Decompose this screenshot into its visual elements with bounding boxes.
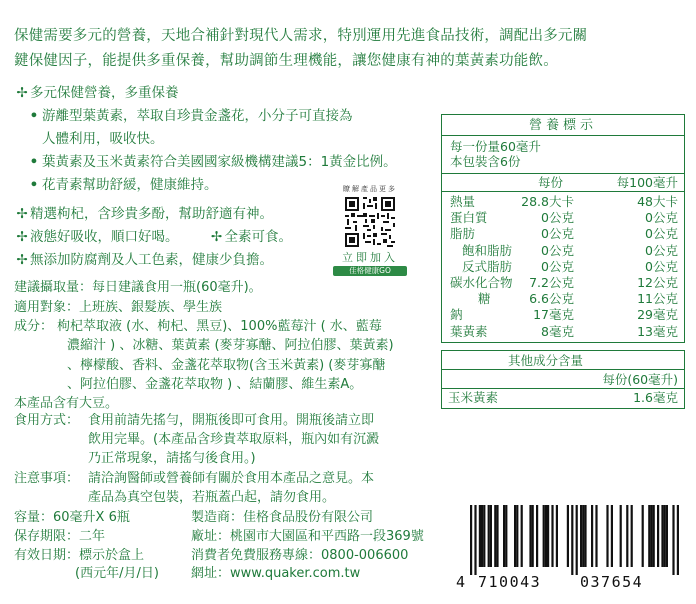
other-content-value: 1.6毫克 [633,390,678,405]
nutrient-per-100ml: 0公克 [645,226,678,242]
serving-info [442,136,684,174]
nutrient-per-100ml: 29毫克 [637,307,678,323]
expiry-format: (西元年/月/日) [75,566,159,581]
barcode-first-digit: 4 [456,573,467,591]
nutrient-per-100ml: 48大卡 [637,194,678,209]
feature-item: ✢ 精選枸杞，含珍貴多酚，幫助舒適有神。 [14,203,397,226]
barcode-bar [666,505,668,567]
barcode-bar [514,505,516,567]
nutrient-name: 脂肪 [450,226,476,242]
barcode-bar [481,505,483,567]
cross-bullet-icon: ✢ [16,229,28,245]
barcode-bar [567,505,569,567]
feature-item: • 游離型葉黃素，萃取自珍貴金盞花，小分子可直接為 [14,105,397,128]
nutrient-per-100ml: 12公克 [637,274,678,290]
nutrient-per-serving: 0公克 [541,226,574,242]
barcode-bar [664,505,666,567]
dot-bullet-icon: • [29,154,39,170]
usage-line: 食用前請先搖勻，開瓶後即可食用。開瓶後請立即 [88,413,375,428]
feature-item: ✢ 液態好吸收，順口好喝。 ✢ 全素可食。 [14,226,397,249]
nutrient-per-serving: 0公克 [541,242,574,258]
nutrition-table [441,114,685,343]
barcode-bar [479,505,481,567]
barcode-bar [536,505,538,567]
feature-item: • 葉黃素及玉米黃素符合美國國家級機構建議5：1黃金比例。 [14,151,397,174]
dot-bullet-icon: • [29,108,39,124]
usage-line: 乃正常現象，請搖勻後食用。) [88,451,256,466]
barcode-bar [576,505,578,575]
barcode-bar [648,505,650,567]
nutrient-name: 飽和脂肪 [462,242,513,258]
nutrient-per-100ml: 11公克 [637,291,678,307]
nutrient-per-100ml: 0公克 [645,258,678,274]
servings-per-pack: 本包裝含6份 [450,154,521,169]
barcode-right-digits: 037654 [580,573,644,591]
barcode-bar [620,505,622,567]
other-content-unit: 每份(60毫升) [442,370,684,389]
intro-line-2: 鍵保健因子，能提供多重保養，幫助調節生理機能，讓您健康有神的葉黃素功能飲。 [14,53,558,69]
barcode-bar [556,505,558,567]
target-line: 適用對象：上班族、銀髮族、學生族 [14,300,223,315]
factory-line: 廠址：桃園市大園區和平西路一段369號 [191,529,424,544]
table-row [442,275,684,291]
ingredients-line: 、檸檬酸、香料、金盞花萃取物(含玉米黃素) (麥芽寡醣 [67,358,386,373]
nutrient-per-serving: 17毫克 [533,307,574,323]
barcode-bar [672,505,674,575]
qr-code-icon[interactable] [345,197,395,247]
barcode-bar [543,505,545,567]
other-content-name: 玉米黃素 [448,390,499,405]
qr-join-label: 立即加入 [342,251,398,264]
table-row [442,226,684,242]
barcode-bar [571,505,573,575]
maker-line: 製造商：佳格食品股份有限公司 [191,510,374,525]
table-row [442,291,684,307]
feature-item: 人體利用，吸收快。 [42,131,164,147]
ingredients-line: 濃縮汁 ) 、冰糖、葉黃素 (麥芽寡醣、阿拉伯膠、葉黃素) [67,338,394,353]
barcode-bar [490,505,492,567]
notice-label: 注意事項： [14,471,80,486]
intro-line-1: 保健需要多元的營養，天地合補針對現代人需求，特別運用先進食品技術，調配出多元關 [14,28,588,44]
barcode-bar [505,505,507,567]
other-content-table [441,350,685,409]
ingredients-line: 枸杞萃取液 (水、枸杞、黑豆)、100%藍莓汁 ( 水、藍莓 [57,319,382,334]
nutrient-per-100ml: 13毫克 [637,323,678,339]
intake-line: 建議攝取量：每日建議食用一瓶(60毫升)。 [14,280,262,295]
barcode-bar [661,505,663,567]
nutrient-per-serving: 28.8大卡 [521,194,574,209]
table-row [442,307,684,323]
hotline-line: 消費者免費服務專線：0800-006600 [191,548,409,563]
cross-bullet-icon: ✢ [210,229,223,245]
barcode-bar [580,505,582,567]
barcode-bar [631,505,633,567]
barcode-bar [532,505,534,567]
barcode-bar [483,505,485,567]
barcode-bars [456,505,688,575]
notice-line: 產品為真空包裝，若瓶蓋凸起，請勿食用。 [88,490,336,505]
barcode-bar [595,505,597,567]
barcode-bar [503,505,505,567]
table-row [442,210,684,226]
nutrient-per-serving: 6.6公克 [529,291,574,307]
nutrition-column-headers [442,174,684,192]
ingredients-line: 、阿拉伯膠、金盞花萃取物 ) 、結蘭膠、維生素A。 [67,377,363,392]
barcode-bar [626,505,628,567]
barcode-bar [642,505,644,567]
barcode-bar [582,505,584,567]
cross-bullet-icon: ✢ [16,85,28,101]
barcode-bar [551,505,553,567]
nutrient-name: 碳水化合物 [450,274,513,290]
barcode-bar [496,505,498,567]
barcode-bar [488,505,490,567]
cross-bullet-icon: ✢ [16,206,28,222]
qr-caption: 瞭解產品更多 [343,185,397,193]
nutrition-title: 營養標示 [442,115,684,136]
barcode-bar [657,505,659,567]
nutrient-per-serving: 0公克 [541,258,574,274]
nutrient-name: 糖 [478,291,491,307]
barcode [456,505,688,597]
qr-block [322,184,418,288]
table-row [442,243,684,259]
dot-bullet-icon: • [29,177,39,193]
barcode-bar [591,505,593,567]
column-per-100ml: 每100毫升 [616,175,678,190]
barcode-bar [677,505,679,575]
barcode-bar [470,505,472,575]
barcode-bar [611,505,613,567]
barcode-bar [650,505,652,567]
table-row [442,389,684,407]
usage-line: 飲用完畢。(本產品含珍貴萃取原料，瓶內如有沉澱 [88,432,380,447]
notice-line: 請洽詢醫師或營養師有關於食用本產品之意見。本 [88,471,375,486]
barcode-bar [474,505,476,575]
ingredients-label: 成分： [14,319,54,334]
nutrient-name: 鈉 [450,307,463,323]
table-row [442,194,684,210]
expiry-line: 有效日期：標示於盒上 [14,548,145,563]
barcode-bar [653,505,655,567]
nutrient-name: 蛋白質 [450,210,488,226]
qr-brand-pill[interactable]: 佳格健康GO [333,266,407,276]
table-row [442,324,684,340]
feature-item: ✢ 無添加防腐劑及人工色素，健康少負擔。 [14,249,397,272]
nutrient-per-serving: 0公克 [541,210,574,226]
intro-paragraph [14,24,686,74]
website-line[interactable]: 網址：www.quaker.com.tw [191,566,361,581]
nutrient-per-serving: 7.2公克 [529,274,574,290]
barcode-bar [529,505,531,567]
nutrition-rows [442,192,684,340]
barcode-bar [606,505,608,567]
nutrient-per-serving: 8毫克 [541,323,574,339]
shelf-life-line: 保存期限：二年 [14,529,106,544]
barcode-bar [494,505,496,567]
capacity-line: 容量：60毫升X 6瓶 [14,510,130,525]
nutrient-per-100ml: 0公克 [645,242,678,258]
soy-note: 本產品含有大豆。 [14,396,119,411]
feature-item: ✢ 多元保健營養，多重保養 [14,82,397,105]
nutrient-name: 熱量 [450,194,476,209]
table-row [442,259,684,275]
cross-bullet-icon: ✢ [16,252,28,268]
usage-label: 食用方式： [14,413,80,428]
barcode-bar [521,505,523,567]
nutrient-name: 葉黃素 [450,323,488,339]
column-per-serving: 每份 [538,175,564,190]
barcode-bar [545,505,547,567]
feature-item: • 花青素幫助舒緩，健康維持。 [14,174,397,197]
barcode-bar [584,505,586,567]
nutrient-per-100ml: 0公克 [645,210,678,226]
nutrient-name: 反式脂肪 [462,258,513,274]
other-content-title: 其他成分含量 [442,351,684,370]
barcode-bar [547,505,549,567]
barcode-bar [516,505,518,567]
barcode-left-digits: 710043 [478,573,542,591]
serving-size: 每一份量60毫升 [450,139,541,154]
